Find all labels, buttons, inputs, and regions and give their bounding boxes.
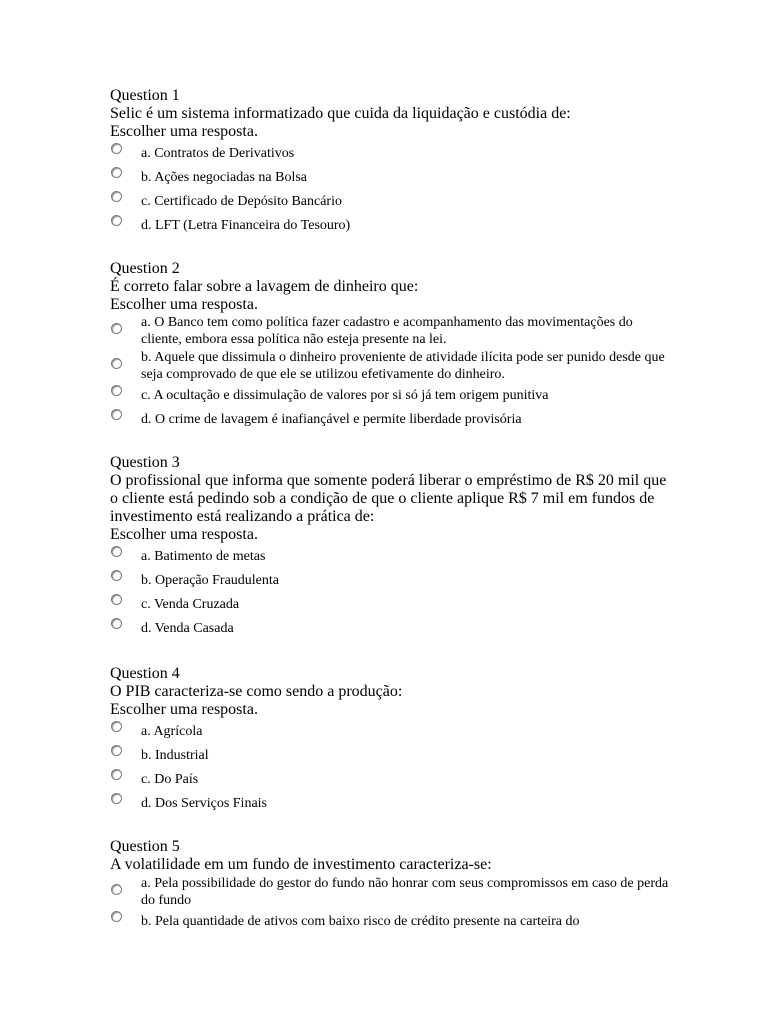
answer-label: d. LFT (Letra Financeira do Tesouro): [141, 218, 351, 233]
question-text: O PIB caracteriza-se como sendo a produção:: [110, 683, 403, 700]
answer-options: [110, 142, 670, 238]
answer-option[interactable]: [110, 349, 670, 384]
radio-button-icon[interactable]: [111, 618, 122, 629]
answer-options: [110, 875, 670, 934]
question-title: Question 2: [110, 260, 180, 277]
question-title: Question 4: [110, 665, 180, 682]
answer-label: b. Operação Fraudulenta: [141, 573, 279, 588]
question-text: É correto falar sobre a lavagem de dinheiro que:: [110, 278, 419, 295]
answer-option[interactable]: [110, 768, 670, 792]
answer-option[interactable]: [110, 384, 670, 408]
answer-options: [110, 314, 670, 432]
answer-option[interactable]: [110, 142, 670, 166]
question-4: [110, 665, 670, 816]
answer-option[interactable]: [110, 593, 670, 617]
answer-label: d. Dos Serviços Finais: [141, 796, 267, 811]
answer-label: b. Industrial: [141, 748, 209, 763]
radio-button-icon[interactable]: [111, 769, 122, 780]
answer-option[interactable]: [110, 910, 670, 934]
radio-button-icon[interactable]: [111, 323, 122, 334]
answer-option[interactable]: [110, 314, 670, 349]
radio-button-icon[interactable]: [111, 143, 122, 154]
question-text: Selic é um sistema informatizado que cuida da liquidação e custódia de:: [110, 105, 571, 122]
answer-option[interactable]: [110, 792, 670, 816]
answer-option[interactable]: [110, 569, 670, 593]
radio-button-icon[interactable]: [111, 745, 122, 756]
answer-option[interactable]: [110, 545, 670, 569]
question-text: A volatilidade em um fundo de investimento caracteriza-se:: [110, 856, 492, 873]
answer-label: a. Agrícola: [141, 724, 203, 739]
answer-label: b. Pela quantidade de ativos com baixo risco de crédito presente na carteira do: [141, 914, 580, 929]
radio-button-icon[interactable]: [111, 570, 122, 581]
answer-label: c. Certificado de Depósito Bancário: [141, 194, 342, 209]
answer-option[interactable]: [110, 190, 670, 214]
answer-label: c. Venda Cruzada: [141, 597, 240, 612]
answer-option[interactable]: [110, 744, 670, 768]
answer-label: a. Pela possibilidade do gestor do fundo não honrar com seus compromissos em caso de perda do fundo: [141, 876, 669, 908]
answer-label: a. Batimento de metas: [141, 549, 266, 564]
answer-option[interactable]: [110, 720, 670, 744]
question-1: [110, 87, 670, 238]
answer-options: [110, 545, 670, 641]
answer-option[interactable]: [110, 617, 670, 641]
answer-label: c. A ocultação e dissimulação de valores por si só já tem origem punitiva: [141, 388, 549, 403]
radio-button-icon[interactable]: [111, 167, 122, 178]
answer-label: a. O Banco tem como política fazer cadastro e acompanhamento das movimentações do cliente, embora essa política não esteja presente na lei.: [141, 315, 633, 347]
radio-button-icon[interactable]: [111, 911, 122, 922]
answer-label: d. Venda Casada: [141, 621, 234, 636]
question-instruction: Escolher uma resposta.: [110, 526, 258, 543]
radio-button-icon[interactable]: [111, 721, 122, 732]
question-2: [110, 260, 670, 432]
answer-option[interactable]: [110, 408, 670, 432]
radio-button-icon[interactable]: [111, 385, 122, 396]
radio-button-icon[interactable]: [111, 884, 122, 895]
radio-button-icon[interactable]: [111, 793, 122, 804]
question-5: [110, 838, 670, 934]
radio-button-icon[interactable]: [111, 409, 122, 420]
question-instruction: Escolher uma resposta.: [110, 296, 258, 313]
answer-options: [110, 720, 670, 816]
question-instruction: Escolher uma resposta.: [110, 701, 258, 718]
question-title: Question 3: [110, 454, 180, 471]
radio-button-icon[interactable]: [111, 358, 122, 369]
question-title: Question 5: [110, 838, 180, 855]
question-text: O profissional que informa que somente poderá liberar o empréstimo de R$ 20 mil que o cliente está pedindo sob a condição de que o cliente aplique R$ 7 mil em fundos de investimento está realizando a prática de:: [110, 472, 667, 525]
answer-label: c. Do País: [141, 772, 199, 787]
answer-label: b. Aquele que dissimula o dinheiro proveniente de atividade ilícita pode ser punido desde que seja comprovado de que ele se utilizou efetivamente do dinheiro.: [141, 350, 665, 382]
radio-button-icon[interactable]: [111, 215, 122, 226]
answer-label: d. O crime de lavagem é inafiançável e permite liberdade provisória: [141, 412, 522, 427]
radio-button-icon[interactable]: [111, 191, 122, 202]
answer-label: a. Contratos de Derivativos: [141, 146, 295, 161]
radio-button-icon[interactable]: [111, 594, 122, 605]
answer-option[interactable]: [110, 875, 670, 910]
question-3: [110, 454, 670, 641]
answer-label: b. Ações negociadas na Bolsa: [141, 170, 308, 185]
question-title: Question 1: [110, 87, 180, 104]
answer-option[interactable]: [110, 214, 670, 238]
radio-button-icon[interactable]: [111, 546, 122, 557]
answer-option[interactable]: [110, 166, 670, 190]
question-instruction: Escolher uma resposta.: [110, 123, 258, 140]
